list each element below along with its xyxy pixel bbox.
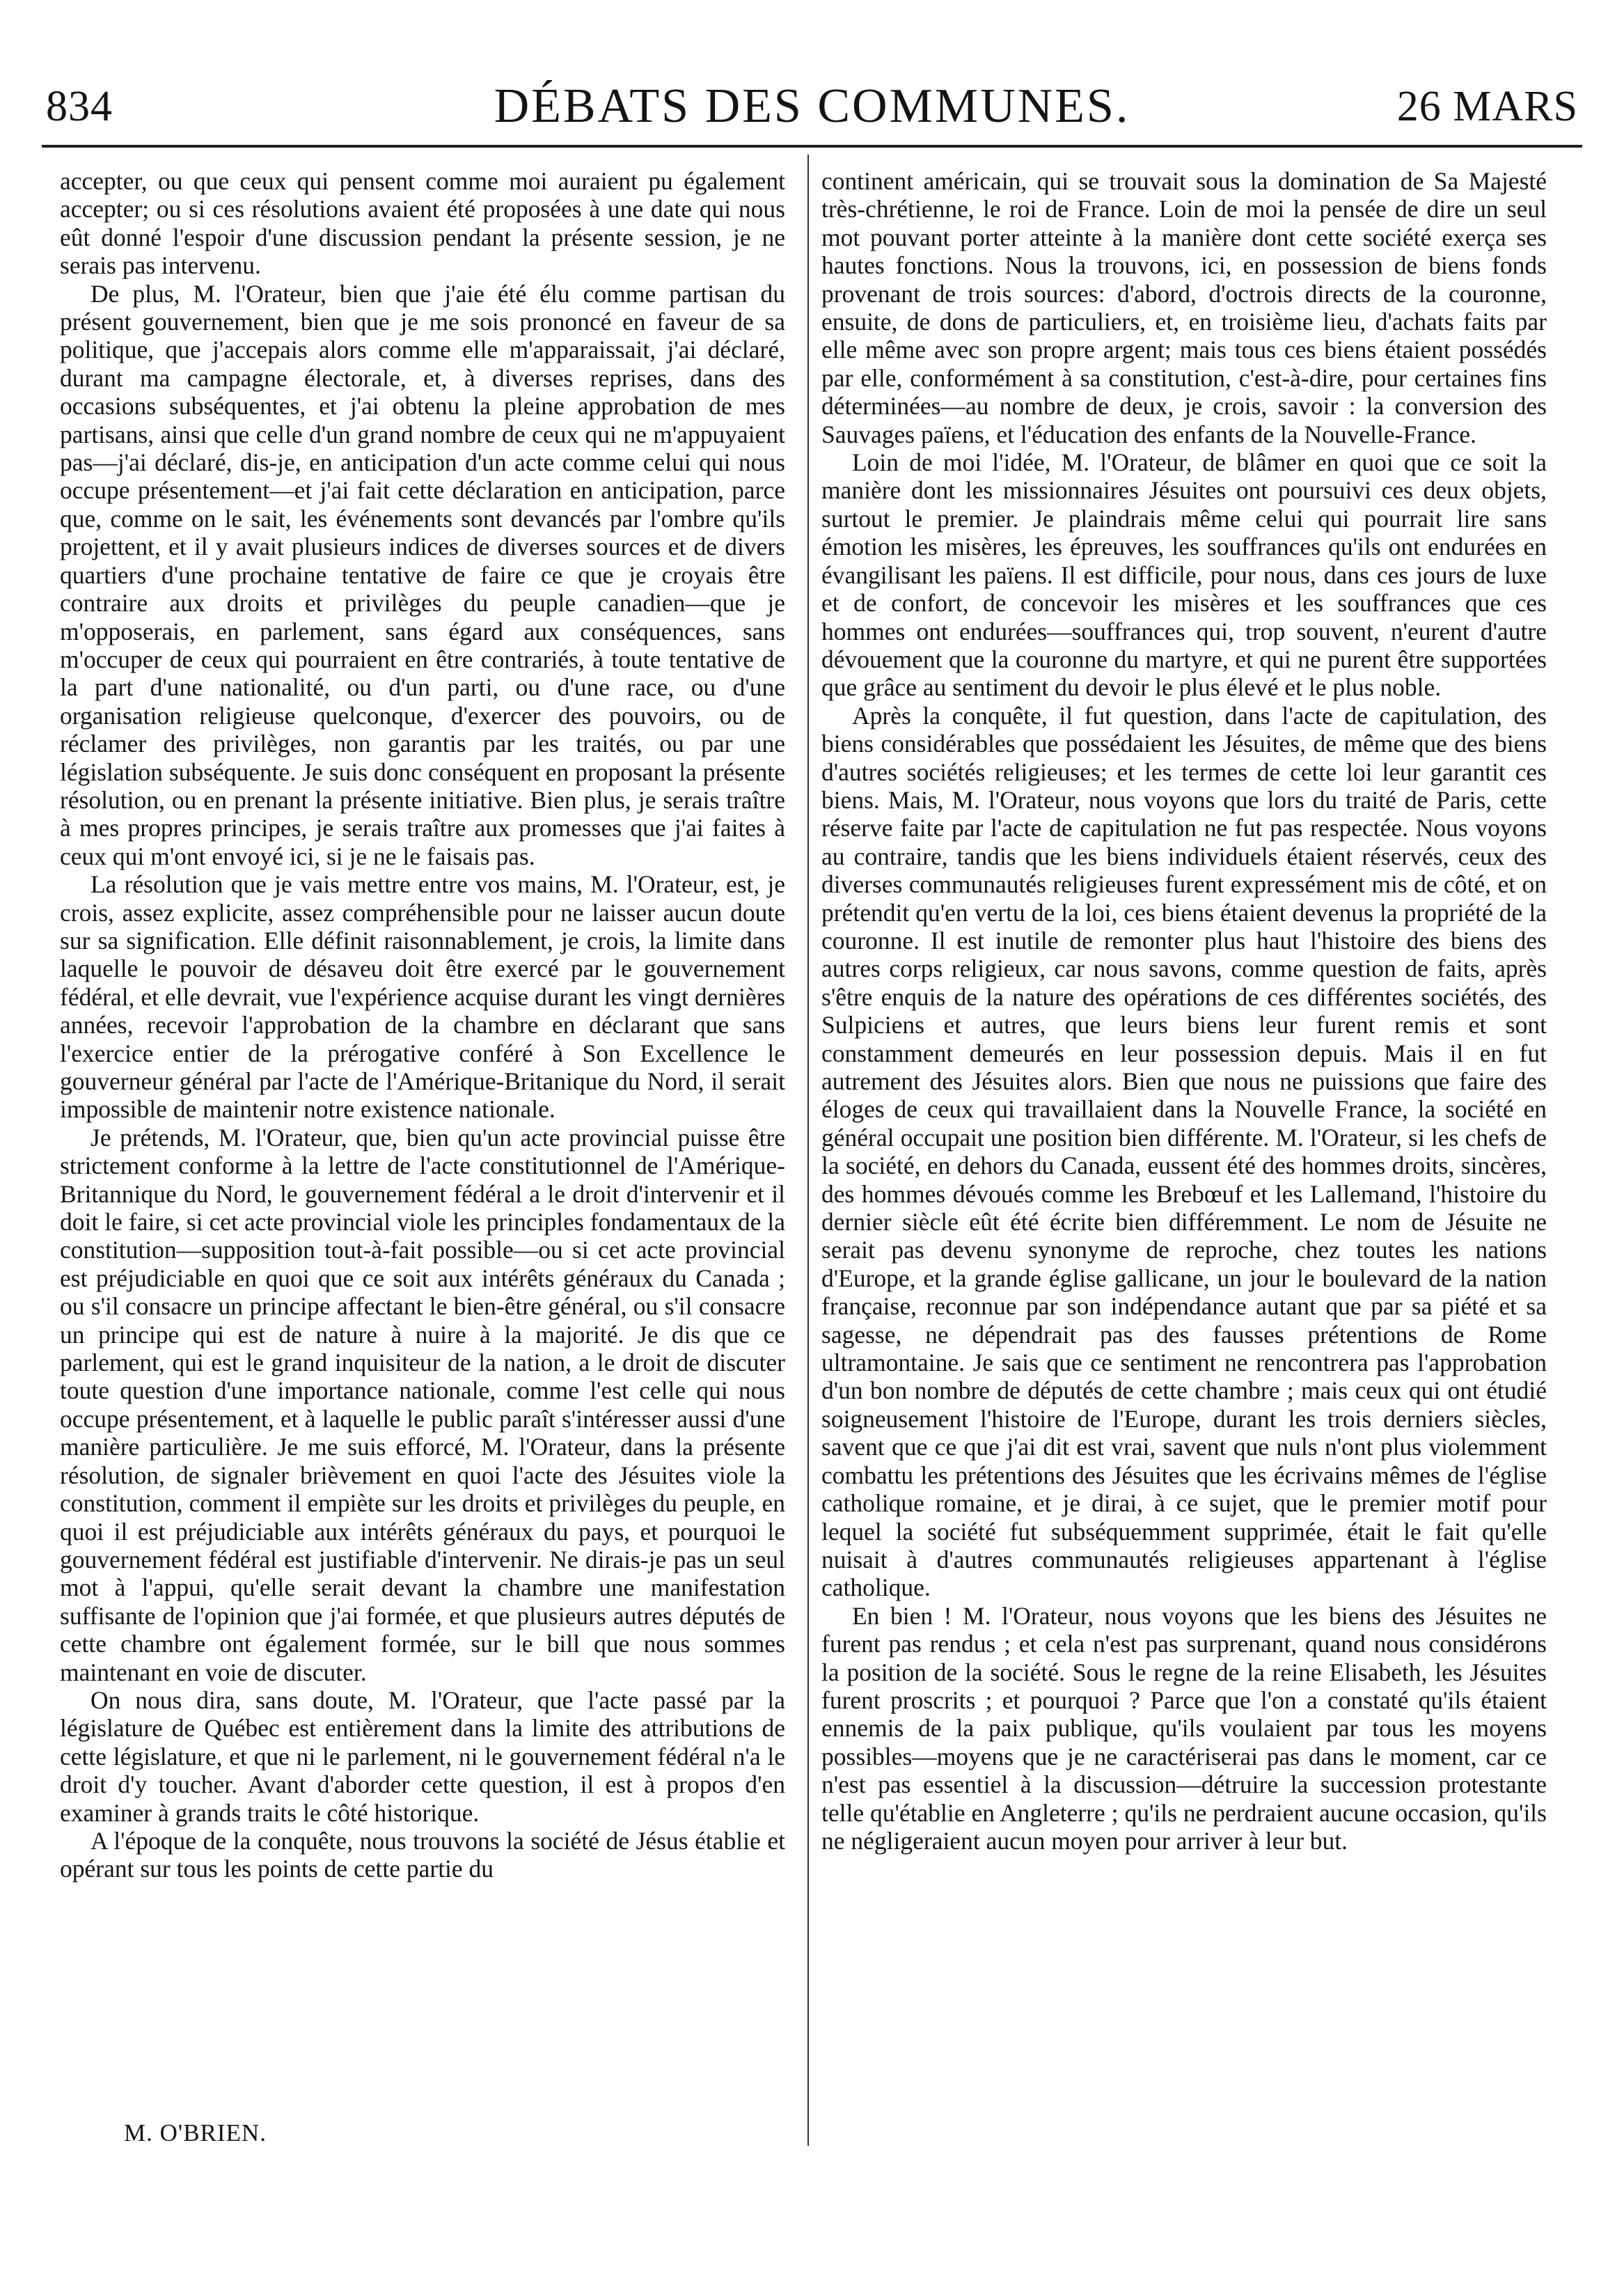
page-number: 834	[46, 83, 113, 130]
paragraph: Loin de moi l'idée, M. l'Orateur, de blâmer en quoi que ce soit la manière dont les missionnaires Jésuites ont poursuivi ces deux objets, surtout le premier. Je plaindrais même celui qui pourrait lire sans émotion les misères, les épreuves, les souffrances qu'ils ont endurées en évangilisant les païens. Il est difficile, pour nous, dans ces jours de luxe et de confort, de concevoir les misères et les souffrances que ces hommes ont endurées—souffrances qui, trop souvent, n'eurent d'autre dévouement que la couronne du martyre, et qui ne purent être supportées que grâce au sentiment du devoir le plus élevé et le plus noble.	[821, 448, 1547, 702]
page-header	[42, 75, 1582, 138]
paragraph: En bien ! M. l'Orateur, nous voyons que les biens des Jésuites ne furent pas rendus ; et cela n'est pas surprenant, quand nous considérons la position de la société. Sous le regne de la reine Elisabeth, les Jésuites furent proscrits ; et pourquoi ? Parce que l'on a constaté qu'ils étaient ennemis de la paix publique, qu'ils voulaient par tous les moyens possibles—moyens que je ne caractériserai pas dans le moment, car ce n'est pas essentiel à la discussion—détruire la succession protestante telle qu'établie en Angleterre ; qu'ils ne perdraient aucune occasion, qu'ils ne négligeraient aucun moyen pour arriver à leur but.	[821, 1601, 1547, 1855]
right-column	[821, 167, 1547, 1855]
column-divider	[807, 155, 809, 2146]
paragraph: continent américain, qui se trouvait sous la domination de Sa Majesté très-chrétienne, le roi de France. Loin de moi la pensée de dire un seul mot pouvant porter atteinte à la manière dont cette société exerça ses hautes fonctions. Nous la trouvons, ici, en possession de biens fonds provenant de trois sources: d'abord, d'octrois directs de la couronne, ensuite, de dons de particuliers, et, en troisième lieu, d'achats faits par elle même avec son propre argent; mais tous ces biens étaient possédés par elle, conformément à sa constitution, c'est-à-dire, pour certaines fins déterminées—au nombre de deux, je crois, savoir : la conversion des Sauvages païens, et l'éducation des enfants de la Nouvelle-France.	[821, 167, 1547, 448]
paragraph: De plus, M. l'Orateur, bien que j'aie été élu comme partisan du présent gouvernement, bien que je me sois prononcé en faveur de sa politique, que j'accepais alors comme elle m'apparaissait, j'ai déclaré, durant ma campagne électorale, et, à diverses reprises, dans des occasions subséquentes, et j'ai obtenu la pleine approbation de mes partisans, ainsi que celle d'un grand nombre de ceux qui ne m'appuyaient pas—j'ai déclaré, dis-je, en anticipation d'un acte comme celui qui nous occupe présentement—et j'ai fait cette déclaration en anticipation, parce que, comme on le sait, les événements sont devancés par l'ombre qu'ils projettent, et il y avait plusieurs indices de diverses sources et de divers quartiers d'une prochaine tentative de faire ce que je croyais être contraire aux droits et privilèges du peuple canadien—que je m'opposerais, en parlement, sans égard aux conséquences, sans m'occuper de ceux qui pourraient en être contrariés, à toute tentative de la part d'une nationalité, ou d'un parti, ou d'une race, ou d'une organisation religieuse quelconque, d'exercer des pouvoirs, ou de réclamer des privilèges, non garantis par les traités, ou par une législation subséquente. Je suis donc conséquent en proposant la présente résolution, ou en prenant la présente initiative. Bien plus, je serais traître à mes propres principes, je serais traître aux promesses que j'ai faites à ceux qui m'ont envoyé ici, si je ne le faisais pas.	[60, 279, 785, 870]
paragraph: accepter, ou que ceux qui pensent comme moi auraient pu également accepter; ou si ces résolutions avaient été proposées à une date qui nous eût donné l'espoir d'une discussion pendant la présente session, je ne serais pas intervenu.	[60, 167, 785, 280]
paragraph: Après la conquête, il fut question, dans l'acte de capitulation, des biens considérables que possédaient les Jésuites, de même que des biens d'autres sociétés religieuses; et les termes de cette loi leur garantit ces biens. Mais, M. l'Orateur, nous voyons que lors du traité de Paris, cette réserve faite par l'acte de capitulation ne fut pas respectée. Nous voyons au contraire, tandis que les biens individuels étaient réservés, ceux des diverses communautés religieuses furent expressément mis de côté, et on prétendit qu'en vertu de la loi, ces biens étaient devenus la propriété de la couronne. Il est inutile de remonter plus haut l'histoire des biens des autres corps religieux, car nous savons, comme question de faits, après s'être enquis de la nature des opérations de ces différentes sociétés, des Sulpiciens et autres, que leurs biens leur furent remis et sont constamment demeurés en leur possession depuis. Mais il en fut autrement des Jésuites alors. Bien que nous ne puissions que faire des éloges de ceux qui travaillaient dans la Nouvelle France, la société en général occupait une position bien différente. M. l'Orateur, si les chefs de la société, en dehors du Canada, eussent été des hommes droits, sincères, des hommes dévoués comme les Brebœuf et les Lallemand, l'histoire du dernier siècle eût été écrite bien différemment. Le nom de Jésuite ne serait pas devenu synonyme de reproche, chez toutes les nations d'Europe, et la grande église gallicane, un jour le boulevard de la nation française, reconnue par son indépendance autant que par sa piété et sa sagesse, ne dépendrait pas des fausses prétentions de Rome ultramontaine. Je sais que ce sentiment ne rencontrera pas l'approbation d'un bon nombre de députés de cette chambre ; mais ceux qui ont étudié soigneusement l'histoire de l'Europe, durant les trois derniers siècles, savent que ce que j'ai dit est vrai, savent que nuls n'ont plus violemment combattu les prétentions des Jésuites que les écrivains mêmes de l'église catholique romaine, et je dirai, à ce sujet, que le premier motif pour lequel la société fut subséquemment supprimée, était le fait qu'elle nuisait à d'autres communautés religieuses appartenant à l'église catholique.	[821, 701, 1547, 1602]
speaker-footer: M. O'BRIEN.	[124, 2119, 267, 2146]
paragraph: A l'époque de la conquête, nous trouvons la société de Jésus établie et opérant sur tous les points de cette partie du	[60, 1826, 785, 1883]
paragraph: La résolution que je vais mettre entre vos mains, M. l'Orateur, est, je crois, assez explicite, assez compréhensible pour ne laisser aucun doute sur sa signification. Elle définit raisonnablement, je crois, la limite dans laquelle le pouvoir de désaveu doit être exercé par le gouvernement fédéral, et elle devrait, vue l'expérience acquise durant les vingt dernières années, recevoir l'approbation de la chambre en déclarant que sans l'exercice entier de la prérogative conféré à Son Excellence le gouverneur général par l'acte de l'Amérique-Britanique du Nord, il serait impossible de maintenir notre existence nationale.	[60, 870, 785, 1124]
header-date: 26 MARS	[1396, 83, 1578, 130]
paragraph: On nous dira, sans doute, M. l'Orateur, que l'acte passé par la législature de Québec est entièrement dans la limite des attributions de cette législature, et que ni le parlement, ni le gouvernement fédéral n'a le droit d'y toucher. Avant d'aborder cette question, il est à propos d'en examiner à grands traits le côté historique.	[60, 1686, 785, 1827]
journal-title: DÉBATS DES COMMUNES.	[494, 79, 1130, 133]
left-column	[60, 167, 785, 1883]
header-rule	[42, 145, 1582, 148]
paragraph: Je prétends, M. l'Orateur, que, bien qu'un acte provincial puisse être strictement conforme à la lettre de l'acte constitutionnel de l'Amérique-Britannique du Nord, le gouvernement fédéral a le droit d'intervenir et il doit le faire, si cet acte provincial viole les principles fondamentaux de la constitution—supposition tout-à-fait possible—ou si cet acte provincial est préjudiciable en quoi que ce soit aux intérêts généraux du Canada ; ou s'il consacre un principe affectant le bien-être général, ou s'il consacre un principe qui est de nature à nuire à la majorité. Je dis que ce parlement, qui est le grand inquisiteur de la nation, a le droit de discuter toute question d'une importance nationale, comme l'est celle qui nous occupe présentement, et à laquelle le public paraît s'intéresser aussi d'une manière particulière. Je me suis efforcé, M. l'Orateur, dans la présente résolution, de signaler brièvement en quoi l'acte des Jésuites viole la constitution, comment il empiète sur les droits et privilèges du peuple, en quoi il est préjudiciable aux intérêts généraux du pays, et pourquoi le gouvernement fédéral est justifiable d'intervenir. Ne dirais-je pas un seul mot à l'appui, qu'elle serait devant la chambre une manifestation suffisante de l'opinion que j'ai formée, et que plusieurs autres députés de cette chambre ont également formée, sur le bill que nous sommes maintenant en voie de discuter.	[60, 1123, 785, 1686]
